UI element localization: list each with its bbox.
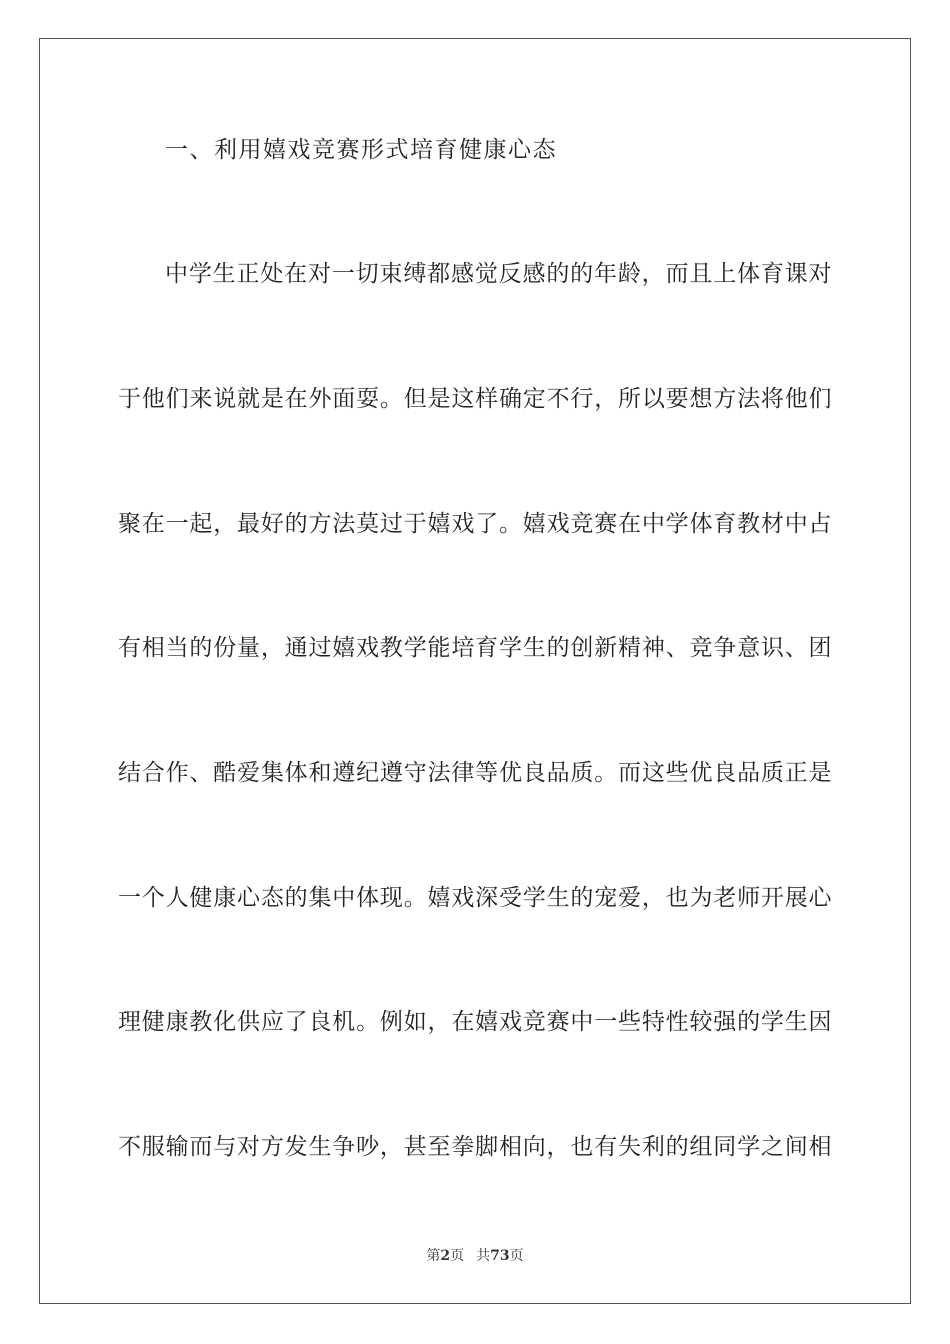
- total-pages: 73: [490, 1248, 510, 1264]
- page-number: 2: [440, 1248, 451, 1264]
- paragraph-line-4: 有相当的份量，通过嬉戏教学能培育学生的创新精神、竞争意识、团: [118, 635, 832, 661]
- paragraph-line-2: 于他们来说就是在外面耍。但是这样确定不行，所以要想方法将他们: [118, 386, 832, 412]
- paragraph-line-5: 结合作、酷爱集体和遵纪遵守法律等优良品质。而这些优良品质正是: [118, 760, 832, 786]
- paragraph-line-6: 一个人健康心态的集中体现。嬉戏深受学生的宠爱，也为老师开展心: [118, 885, 832, 911]
- page-suffix: 页: [450, 1248, 465, 1264]
- page-prefix: 第: [426, 1248, 441, 1264]
- paragraph-line-1: 中学生正处在对一切束缚都感觉反感的的年龄，而且上体育课对: [165, 261, 832, 287]
- paragraph-line-3: 聚在一起，最好的方法莫过于嬉戏了。嬉戏竞赛在中学体育教材中占: [118, 511, 832, 537]
- total-prefix: 共: [476, 1248, 491, 1264]
- paragraph-line-7: 理健康教化供应了良机。例如，在嬉戏竞赛中一些特性较强的学生因: [118, 1009, 832, 1035]
- paragraph-line-8: 不服输而与对方发生争吵，甚至拳脚相向，也有失利的组同学之间相: [118, 1134, 832, 1160]
- page-frame: [39, 38, 911, 1304]
- page-footer: [0, 1247, 950, 1265]
- total-suffix: 页: [509, 1248, 524, 1264]
- section-heading: 一、利用嬉戏竞赛形式培育健康心态: [165, 137, 557, 163]
